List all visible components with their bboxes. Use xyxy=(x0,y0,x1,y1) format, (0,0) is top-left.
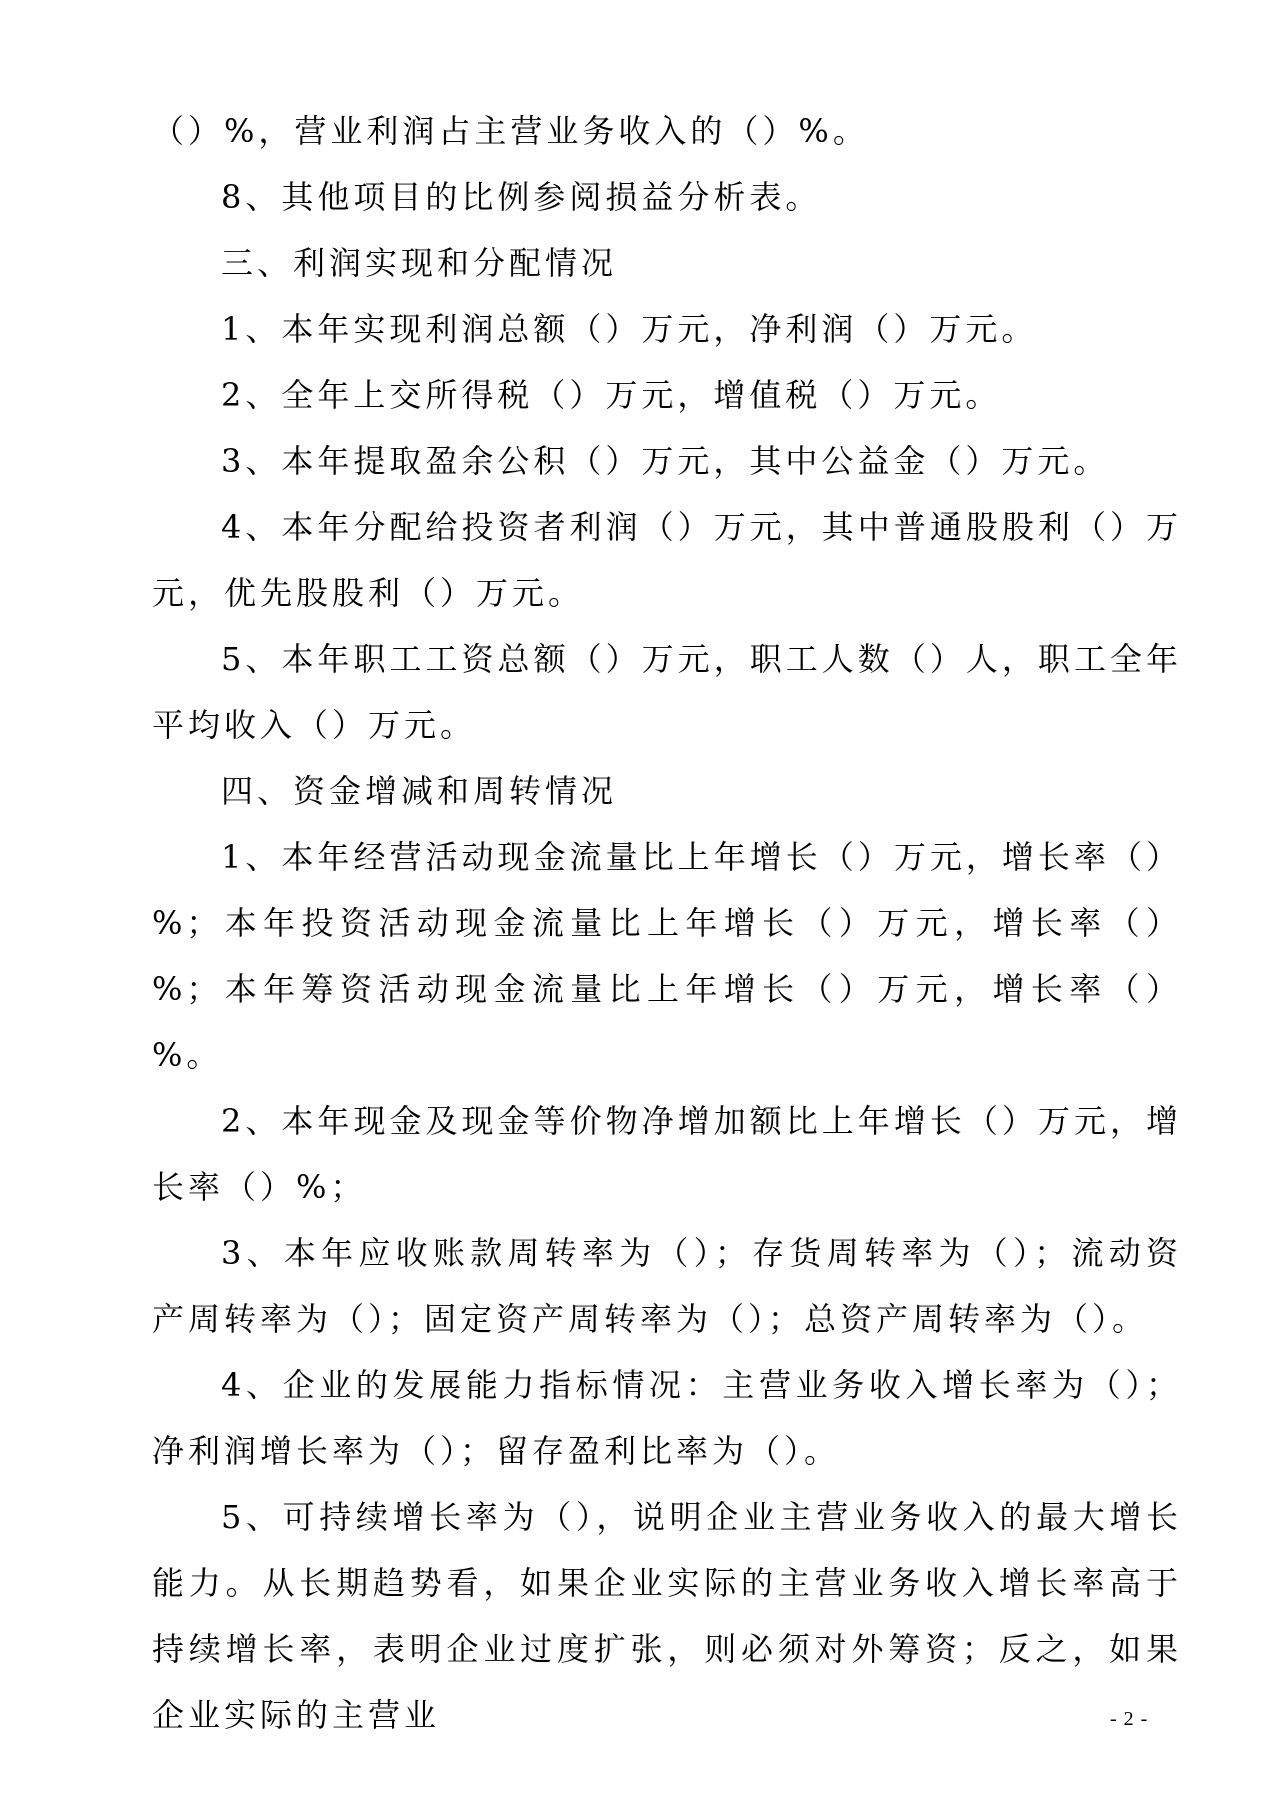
list-item-3-turnover: 3、本年应收账款周转率为（）；存货周转率为（）；流动资产周转率为（）；固定资产周转率为（）；总资产周转率为（）。 xyxy=(152,1234,1182,1338)
page-number: - 2 - xyxy=(1110,1708,1149,1730)
list-item-5-sustainable-growth: 5、可持续增长率为（），说明企业主营业务收入的最大增长能力。从长期趋势看，如果企业实际的主营业务收入增长率高于持续增长率，表明企业过度扩张，则必须对外筹资；反之，如果企业实际的主营业 xyxy=(152,1498,1182,1734)
list-item-2-taxes: 2、全年上交所得税（）万元，增值税（）万元。 xyxy=(221,376,1002,414)
list-item-1-cash-flow: 1、本年经营活动现金流量比上年增长（）万元，增长率（）%；本年投资活动现金流量比上年增长（）万元，增长率（）%；本年筹资活动现金流量比上年增长（）万元，增长率（）%。 xyxy=(152,838,1182,1074)
list-item-5-wages: 5、本年职工工资总额（）万元，职工人数（）人，职工全年平均收入（）万元。 xyxy=(152,640,1182,744)
list-item-8-other-items: 8、其他项目的比例参阅损益分析表。 xyxy=(221,178,822,216)
document-body xyxy=(152,98,1182,1748)
section-heading-profit: 三、利润实现和分配情况 xyxy=(221,244,618,282)
paragraph-continuation: （）%，营业利润占主营业务收入的（）%。 xyxy=(152,112,869,150)
list-item-1-total-profit: 1、本年实现利润总额（）万元，净利润（）万元。 xyxy=(221,310,1038,348)
list-item-4-growth-indicators: 4、企业的发展能力指标情况：主营业务收入增长率为（）；净利润增长率为（）；留存盈利比率为（）。 xyxy=(152,1366,1182,1470)
list-item-3-surplus-reserve: 3、本年提取盈余公积（）万元，其中公益金（）万元。 xyxy=(221,442,1110,480)
list-item-4-investor-profit: 4、本年分配给投资者利润（）万元，其中普通股股利（）万元，优先股股利（）万元。 xyxy=(152,508,1182,612)
list-item-2-cash-equivalents: 2、本年现金及现金等价物净增加额比上年增长（）万元，增长率（）%； xyxy=(152,1102,1182,1206)
section-heading-funds: 四、资金增减和周转情况 xyxy=(221,772,618,810)
